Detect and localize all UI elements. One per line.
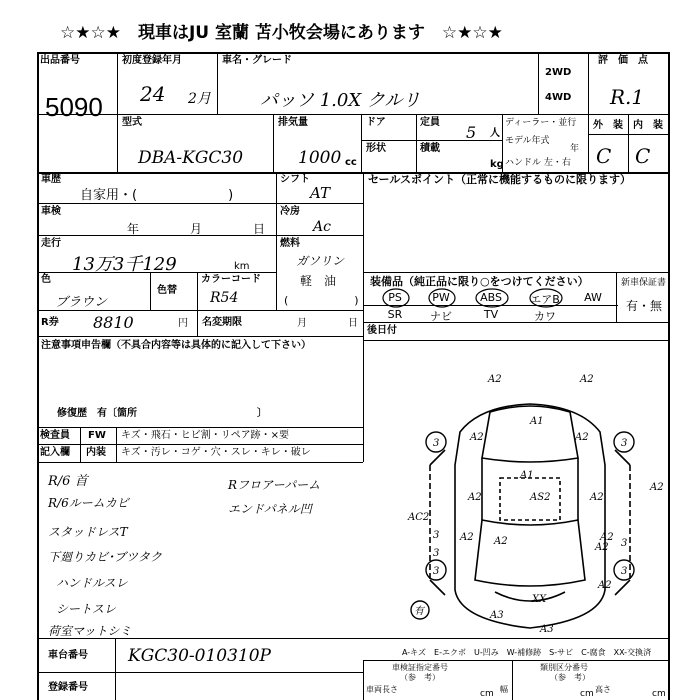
drive-4wd: 4WD xyxy=(545,92,572,103)
capacity-value: 5 xyxy=(466,123,477,142)
warranty-label: 新車保証書 xyxy=(621,278,667,288)
model-year-label: モデル年式 xyxy=(505,136,550,146)
remark-item: R/6ルームカビ xyxy=(48,496,129,510)
name-change-label: 名変期限 xyxy=(202,317,242,328)
history-label: 車歴 xyxy=(41,174,61,185)
name-change-day: 日 xyxy=(348,318,358,329)
damage-mark: A2 xyxy=(470,432,484,443)
diagram-legend: A-キズ E-エクボ U-凹み W-補修跡 S-サビ C-腐食 XX-交換済 xyxy=(402,648,652,657)
chassis-label: 車台番号 xyxy=(48,650,88,661)
damage-mark: A2 xyxy=(580,374,594,385)
inspection-year: 年 xyxy=(127,222,140,236)
fuel-label: 燃料 xyxy=(280,238,300,249)
equip-aw: AW xyxy=(584,291,602,304)
damage-mark: A2 xyxy=(598,580,612,591)
equip-leather: カワ xyxy=(534,310,556,323)
interior-label: 内 装 xyxy=(633,120,663,131)
equip-pw: PW xyxy=(432,291,450,304)
color-label: 色 xyxy=(41,274,51,285)
fuel-diesel: 軽 油 xyxy=(300,274,337,288)
color-code: R54 xyxy=(210,290,239,306)
remark-item: R/6 首 xyxy=(48,474,88,489)
mileage-value: 13万3千129 xyxy=(72,254,177,275)
damage-mark: AC2 xyxy=(408,512,430,523)
damage-mark: 3 xyxy=(621,438,628,449)
equip-abs: ABS xyxy=(480,291,502,304)
car-name-label: 車名・グレード xyxy=(222,55,292,66)
recycle-unit: 円 xyxy=(178,318,188,329)
dealer-label: ディーラー・並行 xyxy=(505,118,577,128)
damage-mark: A2 xyxy=(460,532,474,543)
inspector-fw: FW xyxy=(88,430,106,441)
recorder-label: 記入欄 xyxy=(40,447,70,458)
remark-item: 下廻りカビ･ブツタク xyxy=(48,550,162,564)
equipment-label: 装備品（純正品に限り○をつけてください） xyxy=(370,275,589,288)
load-label: 積載 xyxy=(420,143,440,154)
remark-item: スタッドレスT xyxy=(48,525,128,539)
inspection-label: 車検 xyxy=(41,206,61,217)
interior-grade: C xyxy=(635,144,651,168)
first-reg-month: 2月 xyxy=(188,91,211,107)
damage-mark: 3 xyxy=(621,566,628,577)
displacement-unit: cc xyxy=(345,157,357,168)
shift-value: AT xyxy=(310,184,331,202)
registration-label: 登録番号 xyxy=(48,682,88,693)
height-label: 高さ xyxy=(595,685,611,694)
damage-mark: 3 xyxy=(433,548,440,559)
damage-mark: A3 xyxy=(540,624,554,635)
fuel-gasoline: ガソリン xyxy=(296,254,345,268)
first-reg-year: 24 xyxy=(140,82,166,106)
exterior-label: 外 装 xyxy=(593,120,623,131)
damage-mark: XX xyxy=(532,594,547,605)
name-change-month: 月 xyxy=(297,318,307,329)
history-value: 自家用・( ) xyxy=(80,188,234,203)
type-label: 類別区分番号 xyxy=(540,663,588,672)
inspector-label: 検査員 xyxy=(40,430,70,441)
rear-seat-label: 後日付 xyxy=(367,325,397,336)
header-banner: ☆★☆★ 現車はJU 室蘭 苫小牧会場にあります ☆★☆★ xyxy=(60,23,503,43)
equip-sr: SR xyxy=(387,308,403,321)
score-label: 評 価 点 xyxy=(598,55,648,66)
color-code-label: カラーコード xyxy=(201,274,261,285)
aircon-value: Ac xyxy=(313,219,331,235)
remark-item-right: Rフロアーパーム xyxy=(228,478,321,492)
doors-label: ドア xyxy=(366,117,386,128)
damage-mark: A1 xyxy=(530,416,544,427)
width-unit: cm xyxy=(580,689,594,699)
damage-mark: A2 xyxy=(488,374,502,385)
drive-2wd: 2WD xyxy=(545,67,572,78)
damage-mark: A2 xyxy=(494,536,508,547)
recycle-value: 8810 xyxy=(93,313,134,332)
equip-tv: TV xyxy=(483,308,499,321)
recorder-interior: 内装 xyxy=(86,447,106,458)
damage-mark: 3 xyxy=(433,566,440,577)
damage-mark: A2 xyxy=(650,482,664,493)
recycle-label: R券 xyxy=(41,317,59,328)
exterior-grade: C xyxy=(596,144,612,168)
height-unit: cm xyxy=(652,689,666,699)
model-value: DBA-KGC30 xyxy=(138,148,244,168)
capacity-label: 定員 xyxy=(420,117,440,128)
damage-mark: 3 xyxy=(621,538,628,549)
sales-point-label: セールスポイント（正常に機能するものに限ります） xyxy=(368,173,632,186)
equip-airbag: エアB xyxy=(530,293,560,306)
aircon-label: 冷房 xyxy=(280,206,300,217)
warranty-value: 有・無 xyxy=(626,299,663,313)
displacement-value: 1000 xyxy=(298,148,342,168)
car-damage-diagram xyxy=(400,370,670,640)
model-year-unit: 年 xyxy=(570,144,580,154)
displacement-label: 排気量 xyxy=(278,117,308,128)
damage-mark: A2 xyxy=(590,492,604,503)
type-ref: （参 考） xyxy=(550,673,590,682)
equipment-circles xyxy=(370,287,570,309)
width-label: 幅 xyxy=(500,685,508,694)
notes-label: 注意事項申告欄（不具合内容等は具体的に記入して下さい） xyxy=(41,340,311,351)
damage-mark: AS2 xyxy=(530,492,551,503)
dim-ref: （参 考） xyxy=(400,673,440,682)
length-label: 車両長さ xyxy=(366,685,398,694)
recorder-items: キズ・汚レ・コゲ・穴・スレ・キレ・破レ xyxy=(121,447,311,458)
repair-history-label: 修復歴 有〔箇所 〕 xyxy=(57,408,267,419)
load-unit: kg xyxy=(490,159,504,170)
remark-item: シートスレ xyxy=(56,602,116,616)
damage-mark: A3 xyxy=(490,610,504,621)
equip-ps: PS xyxy=(388,291,402,304)
damage-mark: A1 xyxy=(520,470,534,481)
remark-item: 荷室マットシミ xyxy=(48,624,132,638)
score-value: R.1 xyxy=(610,85,645,109)
damage-mark: A2 xyxy=(595,542,609,553)
damage-mark: A2 xyxy=(600,532,614,543)
inspection-month: 月 xyxy=(190,222,203,236)
capacity-unit: 人 xyxy=(490,128,500,139)
inspector-items: キズ・飛石・ヒビ割・リペア跡・×要 xyxy=(121,430,289,441)
shape-label: 形状 xyxy=(366,143,386,154)
color-value: ブラウン xyxy=(55,295,108,310)
color-change-label: 色替 xyxy=(157,285,177,296)
damage-mark: 3 xyxy=(433,438,440,449)
first-reg-label: 初度登録年月 xyxy=(122,55,182,66)
lot-label: 出品番号 xyxy=(40,55,80,66)
chassis-value: KGC30-010310P xyxy=(128,646,271,666)
fuel-blank: ( ) xyxy=(284,294,359,307)
shift-label: シフト xyxy=(280,174,310,185)
handle-label: ハンドル 左・右 xyxy=(505,158,571,168)
damage-mark: 有 xyxy=(414,606,424,617)
remark-item: ハンドルスレ xyxy=(56,576,128,590)
mileage-label: 走行 xyxy=(41,238,61,249)
mileage-unit: km xyxy=(234,261,250,272)
length-unit: cm xyxy=(480,689,494,699)
remark-item-right: エンドパネル凹 xyxy=(228,502,312,516)
inspection-day: 日 xyxy=(253,222,266,236)
damage-mark: 3 xyxy=(433,530,440,541)
damage-mark: A2 xyxy=(575,432,589,443)
model-label: 型式 xyxy=(122,117,142,128)
dim-label: 車検証指定番号 xyxy=(392,663,448,672)
equip-navi: ナビ xyxy=(430,310,452,323)
damage-mark: A2 xyxy=(468,492,482,503)
lot-number: 5090 xyxy=(45,92,103,122)
car-name-value: パッソ 1.0X クルリ xyxy=(260,90,421,111)
